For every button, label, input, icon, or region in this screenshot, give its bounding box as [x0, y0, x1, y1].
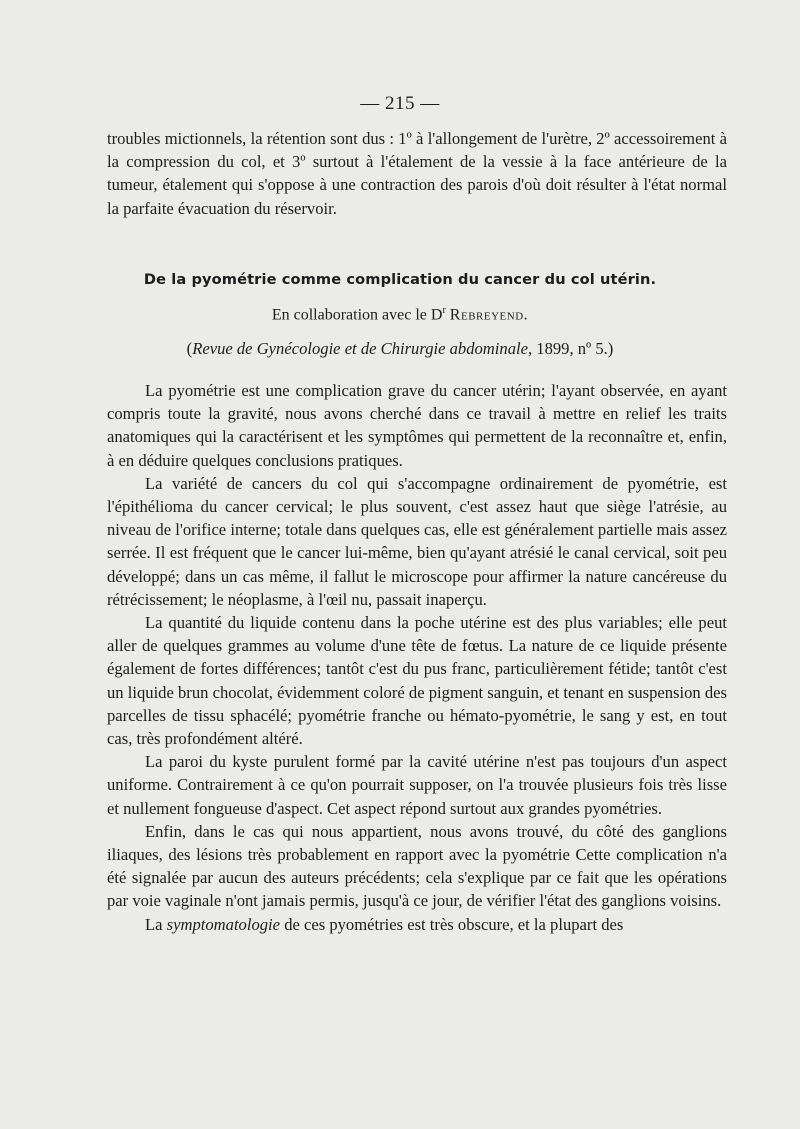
paragraph: La quantité du liquide contenu dans la poche utérine est des plus variables; elle peut aller de quelques grammes au volume d'une tête de fœtus. La nature de ce liquide présente également de fortes différences; tantôt c'est du pus franc, particulièrement fétide; tantôt c'est un liquide brun chocolat, évidemment coloré de pigment sanguin, et tenant en suspension des parcelles de tissu sphacélé; pyométrie franche ou hémato-pyométrie, le sang y est, en tout cas, très profondément altéré.	[107, 613, 727, 749]
paragraph: troubles mictionnels, la rétention sont dus : 1º à l'allongement de l'urètre, 2º accessoirement à la compression du col, et 3º surtout à l'étalement de la vessie à la face antérieure de la tumeur, étalement qui s'oppose à une contraction des parois d'où doit résulter à l'état normal la parfaite évacuation du réservoir.	[107, 129, 727, 218]
collaboration-line	[0, 305, 800, 324]
cite-rest: 1899, nº 5.)	[532, 339, 614, 358]
last-para-italic: symptomatologie	[166, 914, 281, 934]
collab-name: Rebreyend.	[449, 306, 529, 324]
cite-journal: Revue de Gynécologie et de Chirurgie abdominale,	[192, 339, 533, 358]
paragraph: La variété de cancers du col qui s'accompagne ordinairement de pyométrie, est l'épithélioma du cancer cervical; le plus souvent, c'est assez haut que siège l'atrésie, au niveau de l'orifice interne; totale dans quelques cas, elle est généralement partielle mais assez serrée. Il est fréquent que le cancer lui-même, bien qu'ayant atrésié le canal cervical, soit peu développé; dans un cas même, il fallut le microscope pour affirmer la nature cancéreuse du rétrécissement; le néoplasme, à l'œil nu, passait inaperçu.	[107, 473, 727, 609]
paragraph-last	[107, 913, 727, 936]
paragraph: Enfin, dans le cas qui nous appartient, nous avons trouvé, du côté des ganglions iliaques, des lésions très probablement en rapport avec la pyométrie Cette complication n'a été signalée par aucun des auteurs précédents; cela s'explique par ce fait que les opérations par voie vaginale n'ont jamais permis, jusqu'à ce jour, de vérifier l'état des ganglions voisins.	[107, 821, 727, 911]
article-body	[107, 379, 727, 936]
last-para-start: La	[145, 914, 167, 934]
cite-open: (	[186, 339, 193, 358]
citation	[0, 339, 800, 359]
article-title: De la pyométrie comme complication du cancer du col utérin.	[143, 271, 657, 288]
continued-paragraph	[107, 127, 727, 220]
collab-sup: r	[442, 305, 446, 316]
paragraph: La paroi du kyste purulent formé par la cavité utérine n'est pas toujours d'un aspect uniforme. Contrairement à ce qu'on pourrait supposer, on l'a trouvée plusieurs fois très lisse et nullement fongueuse d'aspect. Cet aspect répond surtout aux grandes pyométries.	[107, 752, 727, 818]
last-para-end: de ces pyométries est très obscure, et la plupart des	[280, 914, 624, 934]
collab-prefix: En collaboration avec le D	[271, 306, 443, 324]
page-number: — 215 —	[360, 93, 440, 114]
paragraph: La pyométrie est une complication grave du cancer utérin; l'ayant observée, en ayant compris toute la gravité, nous avons cherché dans ce travail à mettre en relief les traits anatomiques qui la caractérisent et les symptômes qui permettent de la reconnaître et, enfin, à en déduire quelques conclusions pratiques.	[107, 381, 727, 470]
